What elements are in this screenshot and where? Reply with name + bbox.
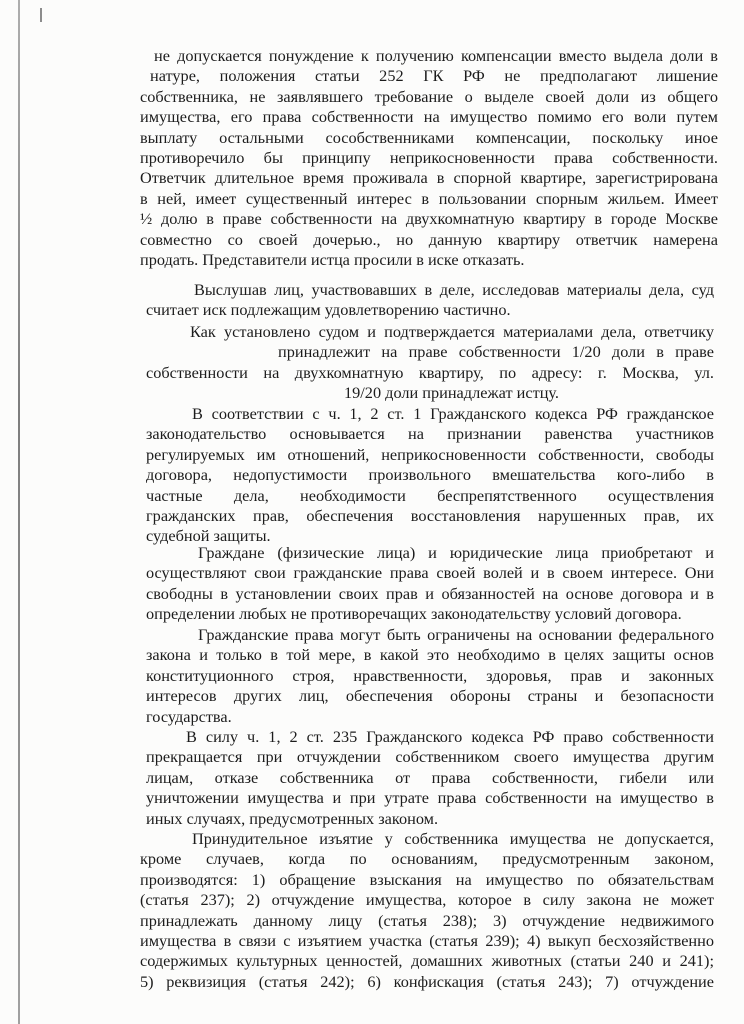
text-line: Выслушав лиц, участвовавших в деле, исследовав материалы дела, суд bbox=[194, 280, 714, 299]
text-line: совместно со своей дочерью., но данную квартиру ответчик намерена bbox=[140, 229, 718, 249]
text-line: частные дела, необходимости беспрепятственного осуществления bbox=[146, 485, 714, 505]
paragraph-4 bbox=[146, 404, 714, 547]
text-line: выплату остальными сособственниками компенсации, поскольку иное bbox=[140, 127, 718, 147]
text-line: Граждане (физические лица) и юридические лица приобретают и bbox=[198, 543, 714, 562]
paragraph-2 bbox=[146, 280, 714, 321]
text-line: Гражданские права могут быть ограничены на основании федерального bbox=[198, 625, 714, 644]
text-line: иных случаях, предусмотренных законом. bbox=[146, 808, 439, 828]
text-line: собственника, не заявлявшего требование о выделе своей доли из общего bbox=[140, 86, 718, 106]
text-line: конституционного строя, нравственности, здоровья, прав и законных bbox=[146, 665, 714, 685]
text-line: имущества, его права собственности на имущество помимо его воли путем bbox=[140, 107, 718, 127]
paragraph-6 bbox=[146, 625, 714, 727]
paragraph-1 bbox=[140, 46, 718, 270]
text-line: договора, недопустимости произвольного вмешательства кого-либо в bbox=[146, 465, 714, 485]
text-line: принадлежит на праве собственности 1/20 доли в праве bbox=[278, 342, 714, 362]
text-line: гражданских прав, обеспечения восстановления нарушенных прав, их bbox=[146, 506, 714, 526]
text-line: (статья 237); 2) отчуждение имущества, которое в силу закона не может bbox=[140, 890, 714, 910]
text-line: государства. bbox=[146, 706, 232, 726]
text-line: продать. Представители истца просили в иске отказать. bbox=[140, 250, 525, 270]
text-line: свободны в установлении своих прав и обязанностей на основе договора и в bbox=[146, 583, 714, 603]
text-line: прекращается при отчуждении собственником своего имущества другим bbox=[146, 747, 714, 767]
text-line: Принудительное изъятие у собственника имущества не допускается, bbox=[192, 829, 714, 848]
text-line: Ответчик длительное время проживала в спорной квартире, зарегистрирована bbox=[140, 168, 718, 188]
paragraph-3 bbox=[146, 322, 714, 404]
text-line: интересов других лиц, обеспечения обороны страны и безопасности bbox=[146, 686, 714, 706]
text-line: уничтожении имущества и при утрате права собственности на имущество в bbox=[146, 788, 714, 808]
paragraph-7 bbox=[146, 727, 714, 829]
text-line: закона и только в той мере, в какой это необходимо в целях защиты основ bbox=[146, 645, 714, 665]
text-line: регулируемых им отношений, неприкосновенности собственности, свободы bbox=[146, 444, 714, 464]
text-line: законодательство основывается на признании равенства участников bbox=[146, 424, 714, 444]
text-line: натуре, положения статьи 252 ГК РФ не предполагают лишение bbox=[150, 66, 718, 86]
paragraph-8 bbox=[140, 829, 714, 992]
text-line: производятся: 1) обращение взыскания на имущество по обязательствам bbox=[140, 869, 714, 889]
paragraph-5 bbox=[146, 543, 714, 625]
text-line: Как установлено судом и подтверждается материалами дела, ответчику bbox=[190, 322, 714, 341]
text-line: не допускается понуждение к получению компенсации вместо выдела доли в bbox=[154, 46, 718, 65]
text-line: В силу ч. 1, 2 ст. 235 Гражданского кодекса РФ право собственности bbox=[186, 727, 714, 746]
text-line: содержимых культурных ценностей, домашних животных (статьи 240 и 241); bbox=[140, 951, 714, 971]
text-line: судебной защиты. bbox=[146, 526, 271, 546]
text-line: 19/20 доли принадлежат истцу. bbox=[344, 383, 560, 403]
text-line: осуществляют свои гражданские права своей волей и в своем интересе. Они bbox=[146, 563, 714, 583]
text-line: имущества в связи с изъятием участка (статья 239); 4) выкуп бесхозяйственно bbox=[140, 931, 714, 951]
text-line: противоречило бы принципу неприкосновенности права собственности. bbox=[140, 148, 718, 168]
text-line: ½ долю в праве собственности на двухкомнатную квартиру в городе Москве bbox=[140, 209, 718, 229]
text-line: собственности на двухкомнатную квартиру, по адресу: г. Москва, ул. bbox=[146, 362, 714, 382]
text-line: В соответствии с ч. 1, 2 ст. 1 Гражданского кодекса РФ гражданское bbox=[192, 404, 714, 423]
text-line: принадлежать данному лицу (статья 238); 3) отчуждение недвижимого bbox=[140, 910, 714, 930]
scan-edge-line bbox=[18, 0, 20, 1024]
text-line: 5) реквизиция (статья 242); 6) конфискация (статья 243); 7) отчуждение bbox=[140, 971, 714, 991]
text-line: в ней, имеет существенный интерес в пользовании спорным жильем. Имеет bbox=[140, 188, 718, 208]
text-line: кроме случаев, когда по основаниям, предусмотренным законом, bbox=[140, 849, 714, 869]
text-line: считает иск подлежащим удовлетворению частично. bbox=[146, 300, 511, 320]
text-line: лицам, отказе собственника от права собственности, гибели или bbox=[146, 767, 714, 787]
scan-mark bbox=[40, 8, 42, 22]
text-line: определении любых не противоречащих законодательству условий договора. bbox=[146, 604, 682, 624]
